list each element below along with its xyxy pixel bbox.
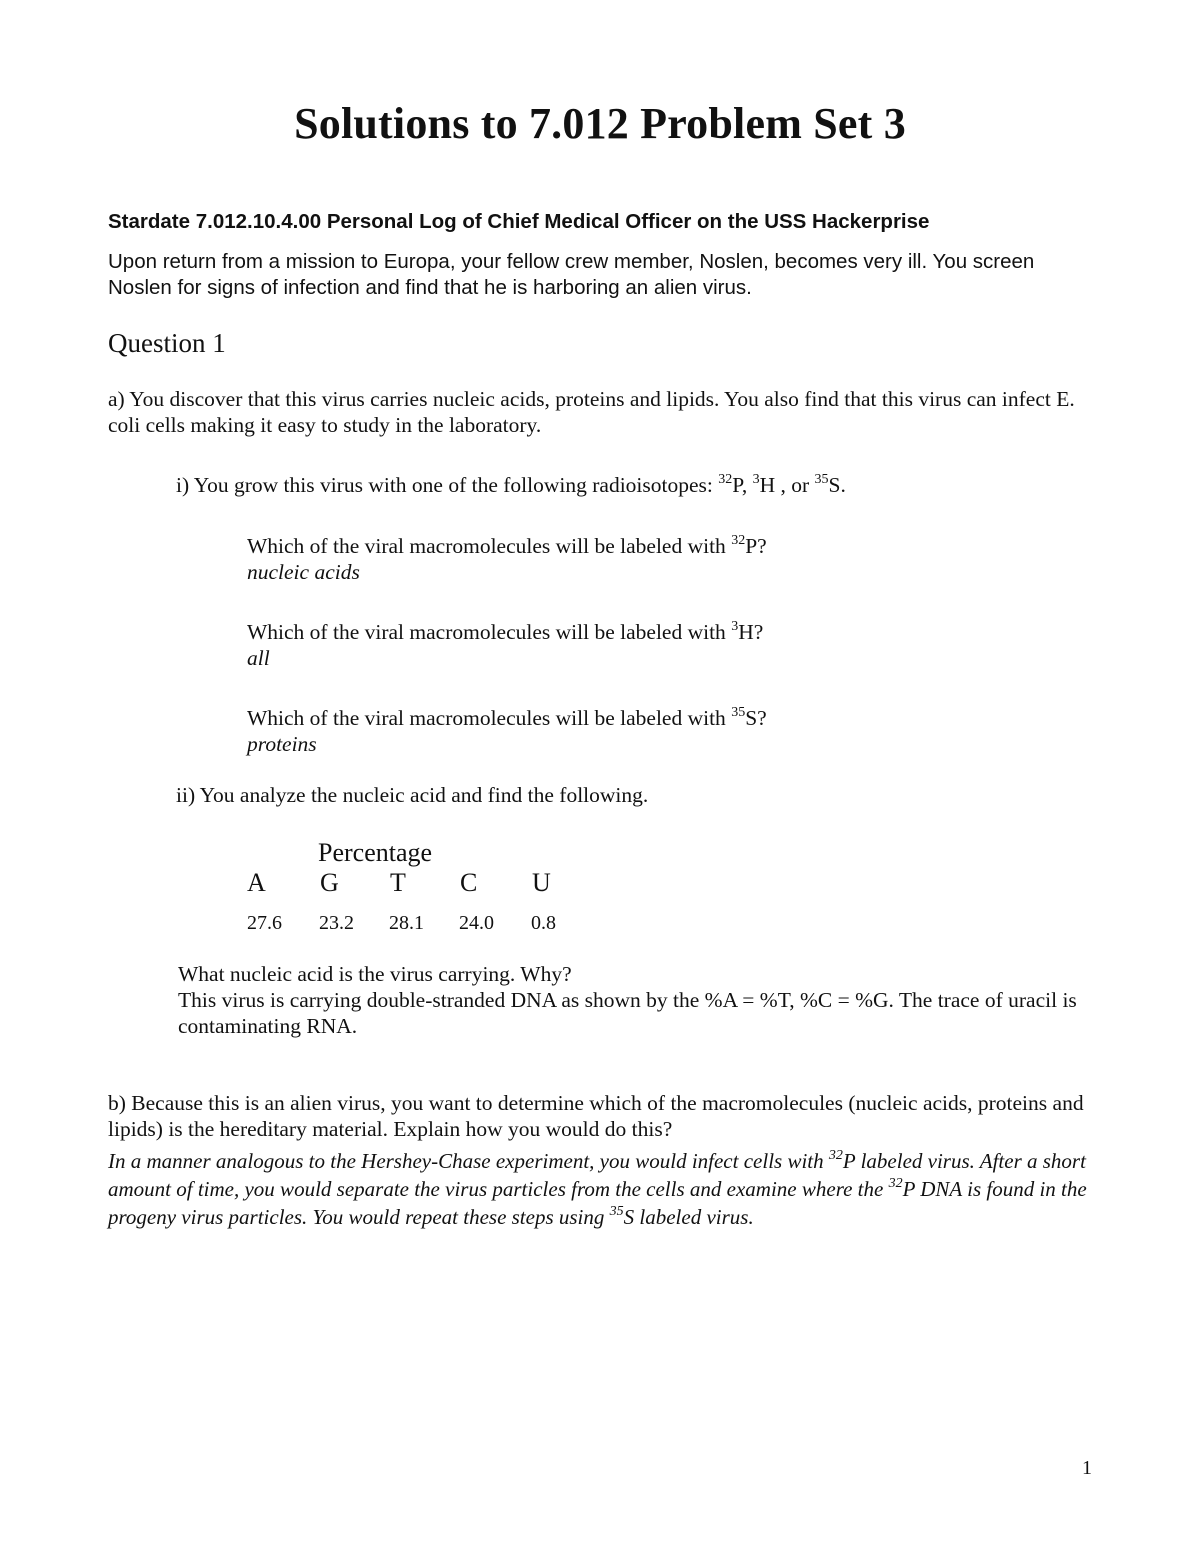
sub-answer-1: nucleic acids (247, 560, 360, 584)
sub-question-3-text: Which of the viral macromolecules will be labeled with (247, 706, 732, 730)
table-column-c: C (460, 868, 478, 897)
part-a-text: a) You discover that this virus carries nucleic acids, proteins and lipids. You also find that this virus can infect E. coli cells making it easy to study in the laboratory. (108, 387, 1075, 437)
part-b-answer-sup3: 35 (609, 1204, 624, 1219)
stardate-heading: Stardate 7.012.10.4.00 Personal Log of Chief Medical Officer on the USS Hackerprise (108, 210, 930, 233)
table-value-c: 24.0 (459, 912, 494, 934)
table-column-u: U (532, 868, 551, 897)
sub-question-2-text: Which of the viral macromolecules will be labeled with (247, 620, 732, 644)
sub-question-2-suffix: H? (738, 620, 764, 644)
part-b-answer-1: In a manner analogous to the Hershey-Chase experiment, you would infect cells with (108, 1149, 829, 1173)
table-value-a: 27.6 (247, 912, 282, 934)
part-b-answer-2: P labeled virus. After a short amount of time, you would separate the virus particles from the cells and examine where the (108, 1149, 1086, 1201)
part-b-answer-3: P DNA is found in the progeny virus particles. You would repeat these steps using (108, 1177, 1087, 1229)
table-header: Percentage (318, 838, 433, 867)
sub-question-1-sup: 32 (731, 533, 746, 548)
sub-question-1 (247, 533, 767, 585)
iso3: S. (828, 473, 846, 497)
sub-question-1-suffix: P? (745, 534, 767, 558)
iso1-sup: 32 (718, 472, 733, 487)
sub-question-3-sup: 35 (731, 705, 746, 720)
iso1: P, (732, 473, 753, 497)
sub-question-3-suffix: S? (745, 706, 767, 730)
part-i-prefix: i) You grow this virus with one of the following radioisotopes: (176, 473, 719, 497)
sub-question-1-text: Which of the viral macromolecules will be labeled with (247, 534, 732, 558)
part-b-answer-sup1: 32 (828, 1148, 843, 1163)
iso2-sup: 3 (752, 472, 760, 487)
iso3-sup: 35 (814, 472, 829, 487)
page-number: 1 (1082, 1457, 1092, 1479)
table-column-g: G (320, 868, 339, 897)
sub-question-2 (247, 619, 763, 671)
part-b-text: b) Because this is an alien virus, you want to determine which of the macromolecules (nucleic acids, proteins and lipids) is the hereditary material. Explain how you would do this? (108, 1091, 1084, 1141)
question-heading: Question 1 (108, 328, 226, 358)
table-value-u: 0.8 (531, 912, 556, 934)
iso2: H , or (759, 473, 815, 497)
page-title: Solutions to 7.012 Problem Set 3 (294, 99, 906, 148)
sub-answer-3: proteins (247, 732, 317, 756)
part-i-text (176, 472, 846, 498)
part-b-answer (108, 1147, 1098, 1231)
sub-question-3 (247, 705, 767, 757)
part-b-answer-4: S labeled virus. (623, 1205, 754, 1229)
sub-question-2-sup: 3 (731, 619, 739, 634)
intro-paragraph: Upon return from a mission to Europa, your fellow crew member, Noslen, becomes very ill. You screen Noslen for signs of infection and find that he is harboring an alien virus. (108, 250, 1035, 299)
sub-answer-2: all (247, 646, 270, 670)
table-column-a: A (247, 868, 266, 897)
part-ii-text: ii) You analyze the nucleic acid and find the following. (176, 783, 649, 807)
part-b-answer-sup2: 32 (888, 1176, 903, 1191)
table-column-t: T (390, 868, 406, 897)
table-value-t: 28.1 (389, 912, 424, 934)
why-question: What nucleic acid is the virus carrying. Why? (178, 962, 572, 986)
table-value-g: 23.2 (319, 912, 354, 934)
why-answer: This virus is carrying double-stranded DNA as shown by the %A = %T, %C = %G. The trace of uracil is contaminating RNA. (178, 988, 1077, 1038)
